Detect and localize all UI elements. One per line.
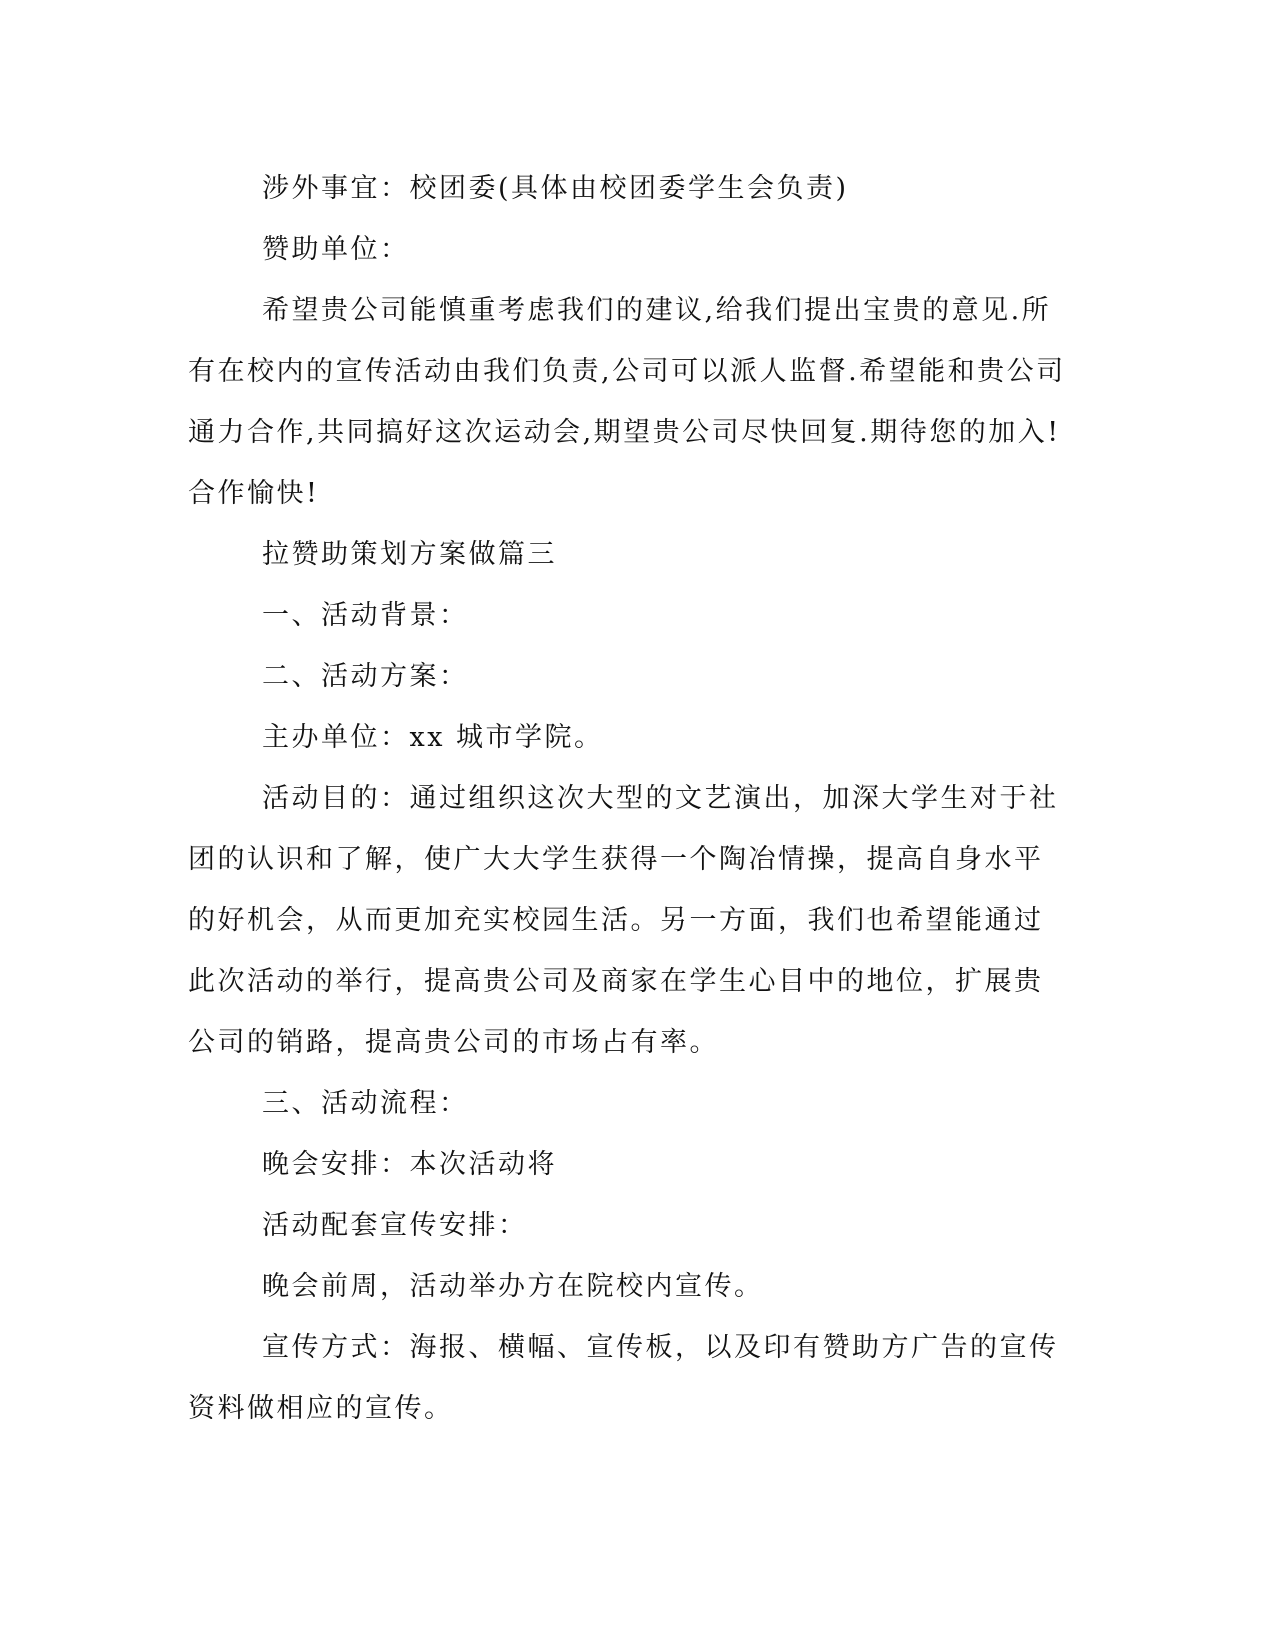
heading-background: 一、活动背景：: [262, 600, 469, 631]
paragraph-organizer: 主办单位：xx 城市学院。: [262, 722, 604, 753]
heading-process: 三、活动流程：: [262, 1088, 469, 1119]
document-body: [188, 158, 1068, 1439]
paragraph-promotion-methods: 宣传方式：海报、横幅、宣传板，以及印有赞助方广告的宣传资料做相应的宣传。: [188, 1332, 1059, 1424]
paragraph-closing-request: 希望贵公司能慎重考虑我们的建议,给我们提出宝贵的意见.所有在校内的宣传活动由我们负责,公司可以派人监督.希望能和贵公司通力合作,共同搞好这次运动会,期望贵公司尽快回复.期待您的加入!合作愉快!: [188, 295, 1066, 509]
paragraph-evening-arrangement: 晚会安排：本次活动将: [262, 1149, 557, 1180]
paragraph-promotion-arrangement: 活动配套宣传安排：: [262, 1210, 528, 1241]
heading-plan: 二、活动方案：: [262, 661, 469, 692]
paragraph-purpose: 活动目的：通过组织这次大型的文艺演出，加深大学生对于社团的认识和了解，使广大大学生获得一个陶冶情操，提高自身水平的好机会，从而更加充实校园生活。另一方面，我们也希望能通过此次活动的举行，提高贵公司及商家在学生心目中的地位，扩展贵公司的销路，提高贵公司的市场占有率。: [188, 783, 1059, 1058]
paragraph-pre-event-promotion: 晚会前周，活动举办方在院校内宣传。: [262, 1271, 764, 1302]
section-title: 拉赞助策划方案做篇三: [262, 539, 557, 570]
paragraph-foreign-affairs: 涉外事宜：校团委(具体由校团委学生会负责): [262, 173, 849, 204]
paragraph-sponsor-unit: 赞助单位：: [262, 234, 410, 265]
